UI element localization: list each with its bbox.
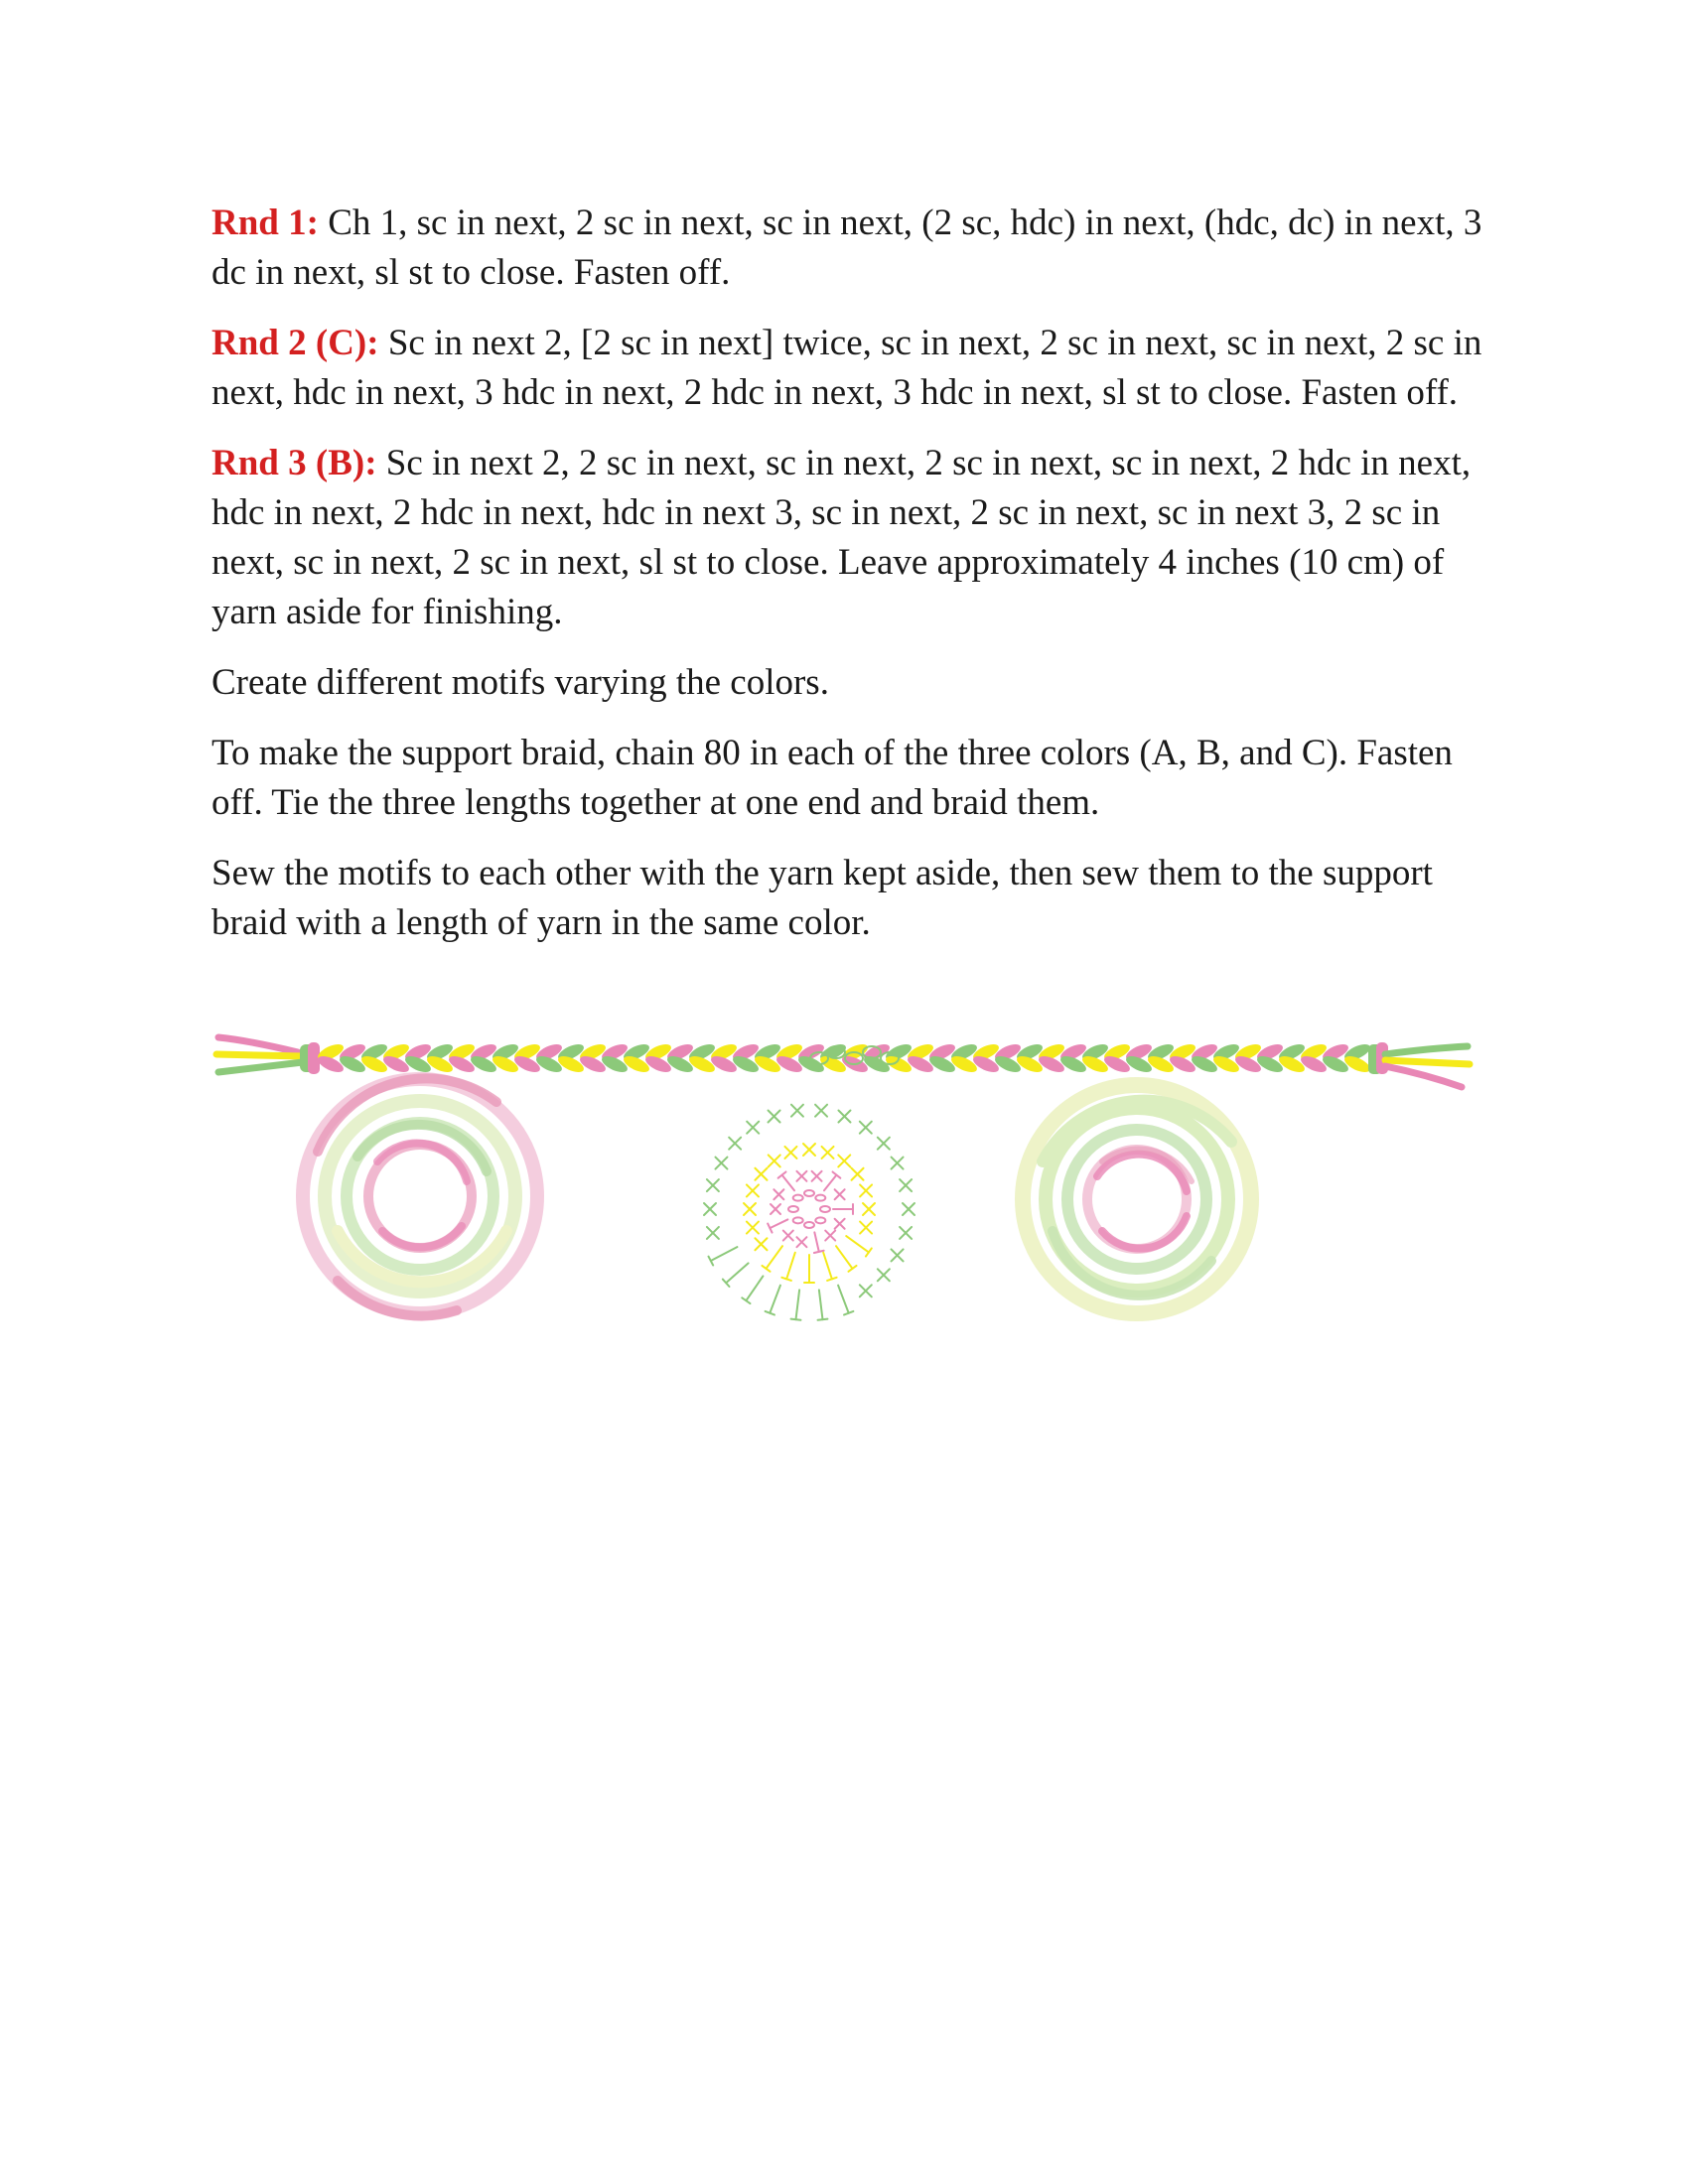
round-3-paragraph bbox=[211, 439, 1492, 637]
motif-variation-paragraph: Create different motifs varying the colors. bbox=[211, 662, 829, 703]
round-2-paragraph bbox=[211, 319, 1492, 418]
support-braid-paragraph: To make the support braid, chain 80 in each of the three colors (A, B, and C). Fasten off. Tie the three lengths together at one end and braid them. bbox=[211, 733, 1453, 823]
motif-left-icon bbox=[303, 1078, 537, 1315]
round-1-paragraph bbox=[211, 199, 1492, 298]
sewing-paragraph: Sew the motifs to each other with the yarn kept aside, then sew them to the support braid with a length of yarn in the same color. bbox=[211, 853, 1433, 943]
round-text: Sc in next 2, 2 sc in next, sc in next, 2 sc in next, sc in next, 2 hdc in next, hdc in next, 2 hdc in next, hdc in next 3, sc in next, 2 sc in next, sc in next 3, 2 sc in next, sc in next, 2 sc in next, sl st to close. Leave approximately 4 inches (10 cm) of yarn aside for finishing. bbox=[211, 443, 1472, 632]
round-label: Rnd 1: bbox=[211, 203, 319, 243]
round-label: Rnd 2 (C): bbox=[211, 323, 379, 363]
round-text: Sc in next 2, [2 sc in next] twice, sc in next, 2 sc in next, sc in next, 2 sc in next, hdc in next, 3 hdc in next, 2 hdc in next, 3 hdc in next, sl st to close. Fasten off. bbox=[211, 323, 1482, 413]
pattern-instructions bbox=[211, 199, 1492, 969]
motif-right-icon bbox=[1023, 1085, 1251, 1313]
garland-illustration bbox=[209, 1032, 1479, 1380]
round-text: Ch 1, sc in next, 2 sc in next, sc in next, (2 sc, hdc) in next, (hdc, dc) in next, 3 dc in next, sl st to close. Fasten off. bbox=[211, 203, 1482, 293]
crochet-chart-motif-icon bbox=[704, 1105, 914, 1320]
round-label: Rnd 3 (B): bbox=[211, 443, 377, 483]
